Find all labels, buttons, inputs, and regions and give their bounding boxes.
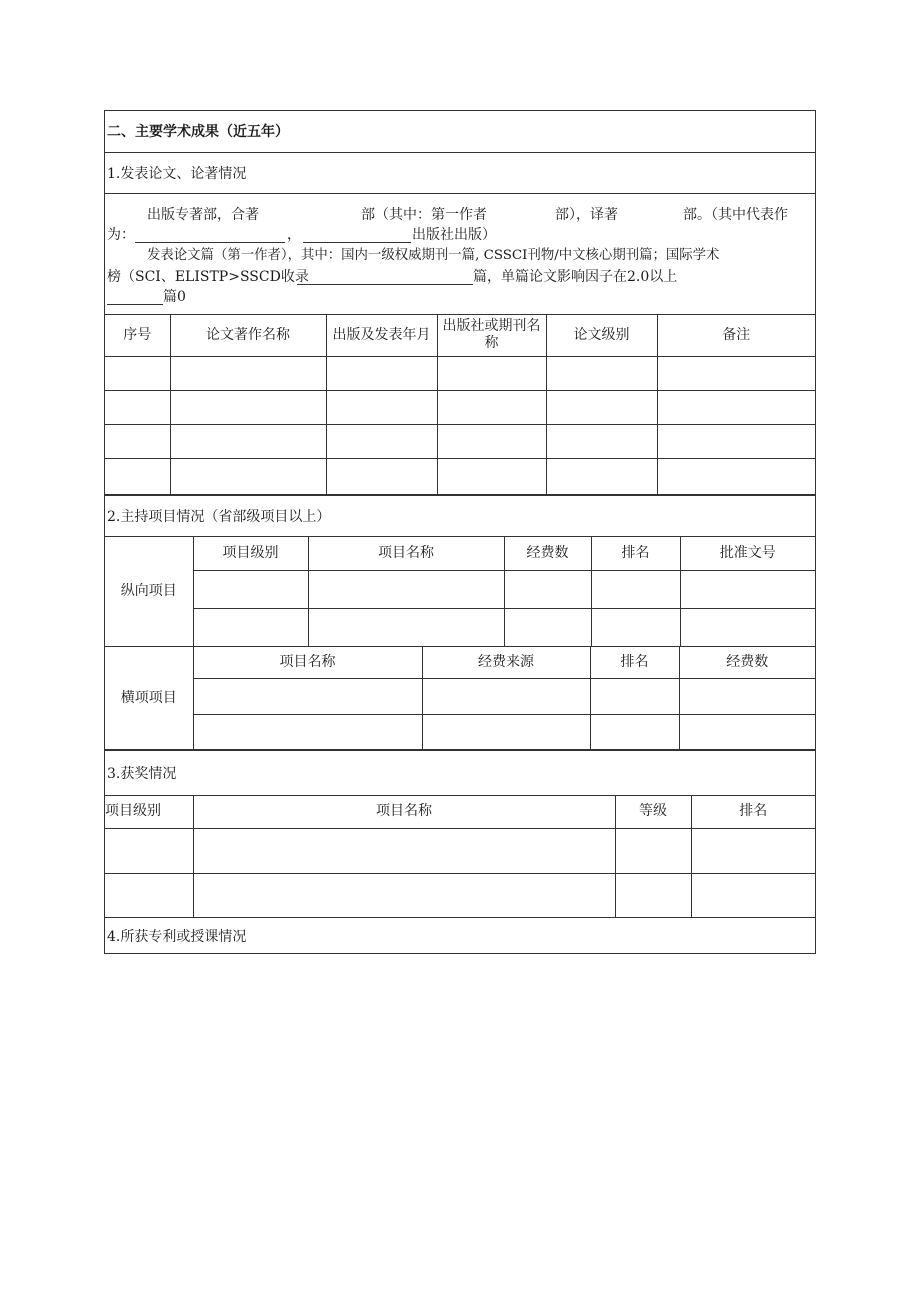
table-row	[105, 873, 815, 917]
cell[interactable]	[437, 424, 546, 458]
cell[interactable]	[105, 424, 170, 458]
horizontal-projects-label: 横项项目	[105, 647, 193, 750]
cell[interactable]	[105, 828, 193, 873]
cell[interactable]	[170, 424, 326, 458]
col-project-name: 项目名称	[308, 537, 504, 570]
achievements-form	[104, 110, 816, 954]
col-award-level: 项目级别	[105, 796, 193, 828]
table-row	[105, 715, 815, 750]
impact-count-blank[interactable]	[107, 289, 163, 305]
cell[interactable]	[657, 424, 815, 458]
papers-heading: 1.发表论文、论著情况	[107, 166, 247, 182]
section-title: 二、主要学术成果（近五年）	[107, 124, 289, 140]
cell[interactable]	[680, 608, 815, 646]
table-row	[105, 424, 815, 458]
projects-heading-row	[105, 495, 815, 537]
section-title-row	[105, 111, 815, 153]
cell[interactable]	[591, 608, 680, 646]
cell[interactable]	[504, 570, 591, 608]
col-level: 论文级别	[546, 315, 657, 356]
summary-publisher: 出版社出版）	[412, 227, 496, 243]
papers-summary	[105, 194, 815, 315]
summary-index: 榜（SCI、ELISTP>SSCD收录	[107, 269, 309, 285]
col-funding: 经费数	[679, 647, 815, 679]
cell[interactable]	[437, 356, 546, 390]
table-row	[105, 608, 815, 646]
cell[interactable]	[691, 873, 815, 917]
cell[interactable]	[680, 570, 815, 608]
cell[interactable]	[504, 608, 591, 646]
col-project-level: 项目级别	[193, 537, 308, 570]
col-approval-number: 批准文号	[680, 537, 815, 570]
table-row	[105, 679, 815, 715]
summary-impact: 篇，单篇论文影响因子在2.0以上	[473, 269, 678, 285]
patents-heading-row	[105, 917, 815, 953]
cell[interactable]	[193, 608, 308, 646]
cell[interactable]	[326, 458, 437, 494]
summary-for: 为：	[107, 227, 135, 243]
projects-heading: 2.主持项目情况（省部级项目以上）	[107, 509, 331, 525]
cell[interactable]	[615, 873, 691, 917]
table-row	[105, 458, 815, 494]
representative-title-blank[interactable]	[135, 227, 285, 243]
publisher-blank[interactable]	[303, 227, 411, 243]
cell[interactable]	[105, 356, 170, 390]
col-date: 出版及发表年月	[326, 315, 437, 356]
col-rank: 排名	[591, 537, 680, 570]
cell[interactable]	[437, 390, 546, 424]
col-award-name: 项目名称	[193, 796, 615, 828]
cell[interactable]	[691, 828, 815, 873]
cell[interactable]	[546, 390, 657, 424]
cell[interactable]	[193, 873, 615, 917]
cell[interactable]	[546, 458, 657, 494]
cell[interactable]	[422, 679, 590, 715]
cell[interactable]	[657, 390, 815, 424]
cell[interactable]	[326, 390, 437, 424]
table-row	[105, 570, 815, 608]
cell[interactable]	[170, 356, 326, 390]
cell[interactable]	[546, 356, 657, 390]
col-funding: 经费数	[504, 537, 591, 570]
cell[interactable]	[170, 458, 326, 494]
table-row	[105, 390, 815, 424]
col-rank: 排名	[590, 647, 679, 679]
cell[interactable]	[308, 570, 504, 608]
cell[interactable]	[193, 570, 308, 608]
col-remarks: 备注	[657, 315, 815, 356]
patents-heading: 4.所获专利或授课情况	[107, 929, 247, 945]
table-row	[105, 828, 815, 873]
summary-end: 篇0	[163, 289, 186, 305]
col-title: 论文著作名称	[170, 315, 326, 356]
cell[interactable]	[170, 390, 326, 424]
summary-papers: 发表论文篇（第一作者），其中：国内一级权威期刊一篇, CSSCI刊物/中文核心期刊篇；国际学术	[147, 248, 720, 263]
cell[interactable]	[193, 828, 615, 873]
cell[interactable]	[437, 458, 546, 494]
cell[interactable]	[105, 390, 170, 424]
cell[interactable]	[105, 458, 170, 494]
indexed-count-blank[interactable]	[297, 269, 473, 285]
cell[interactable]	[326, 356, 437, 390]
cell[interactable]	[590, 715, 679, 750]
col-publisher: 出版社或期刊名称	[437, 315, 546, 356]
cell[interactable]	[326, 424, 437, 458]
col-project-name: 项目名称	[193, 647, 422, 679]
vertical-projects-label: 纵向项目	[105, 537, 193, 646]
cell[interactable]	[193, 679, 422, 715]
summary-representative: 部。（其中代表作	[683, 207, 788, 223]
cell[interactable]	[590, 679, 679, 715]
vertical-projects-table	[105, 537, 815, 647]
summary-translation: 部），译著	[555, 207, 618, 223]
papers-table	[105, 315, 815, 495]
cell[interactable]	[193, 715, 422, 750]
cell[interactable]	[657, 356, 815, 390]
summary-first-author: 部（其中：第一作者	[361, 207, 487, 223]
cell[interactable]	[679, 715, 815, 750]
table-row	[105, 356, 815, 390]
col-funding-source: 经费来源	[422, 647, 590, 679]
cell[interactable]	[615, 828, 691, 873]
cell[interactable]	[679, 679, 815, 715]
summary-monograph: 出版专著部，合著	[147, 207, 259, 223]
col-grade: 等级	[615, 796, 691, 828]
col-rank: 排名	[691, 796, 815, 828]
papers-heading-row	[105, 153, 815, 194]
col-index: 序号	[105, 315, 170, 356]
summary-comma: ，	[287, 227, 301, 243]
awards-heading: 3.获奖情况	[107, 766, 177, 782]
cell[interactable]	[657, 458, 815, 494]
cell[interactable]	[105, 873, 193, 917]
cell[interactable]	[591, 570, 680, 608]
horizontal-projects-table	[105, 646, 815, 750]
cell[interactable]	[422, 715, 590, 750]
cell[interactable]	[546, 424, 657, 458]
awards-heading-row	[105, 750, 815, 796]
cell[interactable]	[308, 608, 504, 646]
awards-table	[105, 796, 815, 918]
